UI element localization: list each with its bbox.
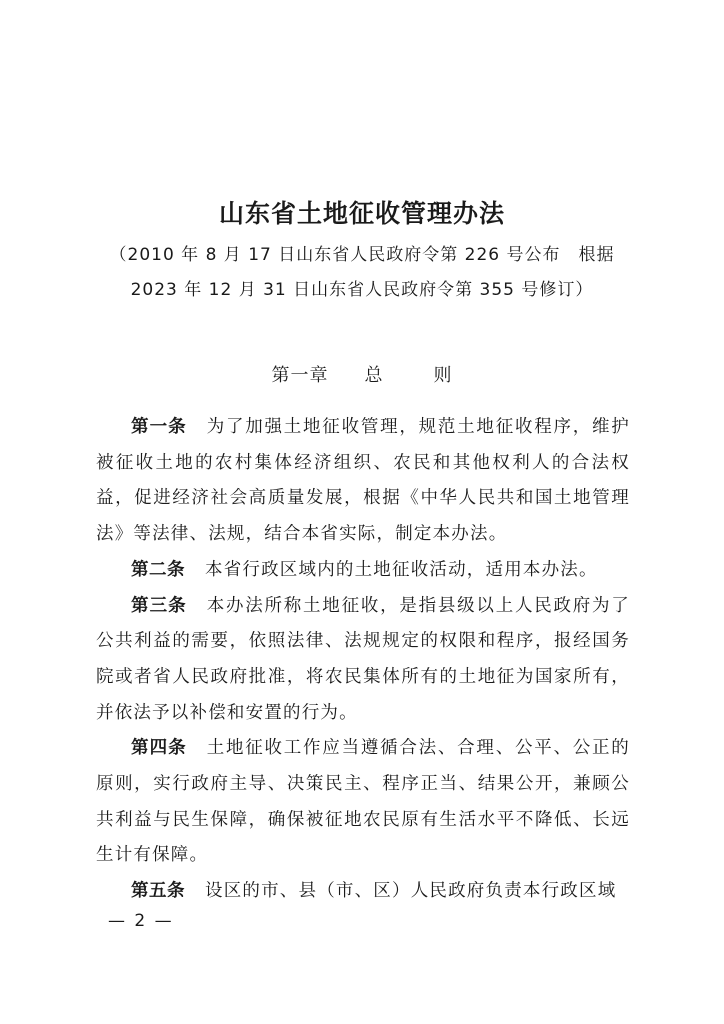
article-text: 土地征收工作应当遵循合法、合理、公平、公正的原则，实行政府主导、决策民主、程序正当、结果公开，兼顾公共利益与民生保障，确保被征地农民原有生活水平不降低、长远生计有保障。	[96, 738, 630, 866]
chapter-number: 第一章	[271, 365, 329, 386]
article-text: 本办法所称土地征收，是指县级以上人民政府为了公共利益的需要，依照法律、法规规定的权限和程序，报经国务院或者省人民政府批准，将农民集体所有的土地征为国家所有，并依法予以补偿和安置的行为。	[96, 595, 630, 723]
document-title: 山东省土地征收管理办法	[218, 199, 505, 228]
article-label: 第二条	[131, 559, 185, 580]
chapter-name-part2: 则	[433, 365, 453, 386]
article-label: 第四条	[131, 738, 187, 759]
article-label: 第三条	[131, 595, 187, 616]
article-2	[96, 553, 630, 589]
article-text: 为了加强土地征收管理，规范土地征收程序，维护被征收土地的农村集体经济组织、农民和其他权利人的合法权益，促进经济社会高质量发展，根据《中华人民共和国土地管理法》等法律、法规，结合本省实际，制定本办法。	[96, 417, 630, 545]
page-number: — 2 —	[108, 911, 174, 931]
article-label: 第一条	[131, 417, 187, 437]
subtitle-line-2: 2023 年 12 月 31 日山东省人民政府令第 355 号修订）	[130, 280, 594, 300]
chapter-name-part1: 总	[364, 365, 384, 386]
article-text: 本省行政区域内的土地征收活动，适用本办法。	[205, 559, 598, 580]
article-label: 第五条	[131, 881, 185, 902]
article-text: 设区的市、县（市、区）人民政府负责本行政区域	[205, 881, 617, 902]
article-1	[96, 410, 630, 553]
document-body	[96, 410, 630, 910]
chapter-heading	[0, 361, 724, 387]
subtitle-line-1: （2010 年 8 月 17 日山东省人民政府令第 226 号公布 根据	[109, 245, 615, 265]
article-5	[96, 874, 630, 910]
article-4	[96, 731, 630, 874]
article-3	[96, 589, 630, 732]
